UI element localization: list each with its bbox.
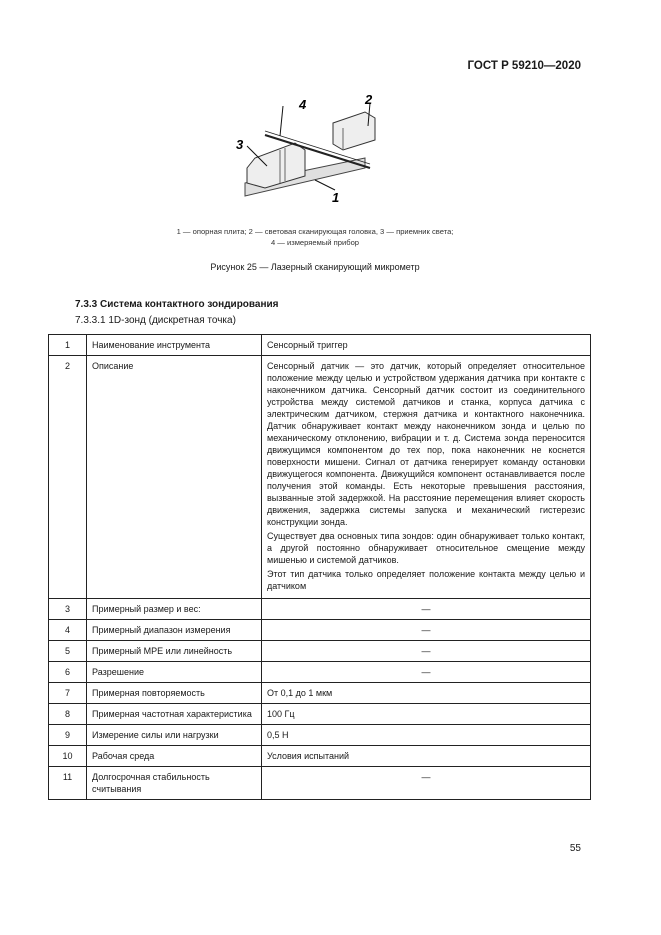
- table-row: [49, 599, 591, 620]
- row-number: 7: [49, 683, 87, 704]
- row-name: Примерный диапазон измерения: [87, 620, 262, 641]
- figure-label-4: 4: [299, 97, 307, 112]
- row-value: От 0,1 до 1 мкм: [262, 683, 591, 704]
- description-paragraph: Сенсорный датчик — это датчик, который определяет относительное положение между целью и устройством удержания датчика при контакте с наконечником датчика. Сенсорный датчик состоит из соединительного устройства между системой датчиков и станка, корпуса датчика с электрическим датчиком, стержня датчика и контактного наконечника. Датчик обнаруживает контакт между наконечником зонда и целью по механическому отклонению, вибрации и т. д. Система зонда переносится движущимся компонентом до тех пор, пока наконечник не коснется поверхности мишени. Сигнал от датчика генерирует команду остановки движущегося компонента. Движущийся компонент останавливается после получения этой команды. Есть некоторые превышения расстояния, вызванные этой задержкой. На расстояние перемещения влияет скорость движения, задержка системы запуска и механический гистерезис конструкции зонда.: [267, 361, 585, 527]
- table-row: [49, 662, 591, 683]
- section-heading: 7.3.3 Система контактного зондирования: [75, 299, 279, 310]
- row-name: Примерный MPE или линейность: [87, 641, 262, 662]
- table-row: [49, 620, 591, 641]
- table-row: [49, 725, 591, 746]
- subsection-heading: 7.3.3.1 1D-зонд (дискретная точка): [75, 315, 236, 326]
- row-name: Примерная частотная характеристика: [87, 704, 262, 725]
- row-name: Разрешение: [87, 662, 262, 683]
- figure-legend-line-2: 4 — измеряемый прибор: [270, 238, 360, 247]
- table-row: [49, 356, 591, 599]
- row-value: Условия испытаний: [262, 746, 591, 767]
- row-description: [262, 356, 591, 599]
- row-number: 10: [49, 746, 87, 767]
- row-number: 4: [49, 620, 87, 641]
- description-paragraph: Существует два основных типа зондов: один обнаруживает только контакт, а другой постоянно обнаруживает относительное смещение между мишенью и системой датчиков.: [267, 531, 585, 565]
- figure-legend-line-1: 1 — опорная плита; 2 — световая сканирующая головка, 3 — приемник света;: [176, 227, 454, 236]
- row-number: 3: [49, 599, 87, 620]
- instrument-spec-table: [48, 334, 591, 800]
- row-number: 2: [49, 356, 87, 599]
- description-paragraph: Этот тип датчика только определяет положение контакта между целью и датчиком: [267, 569, 585, 591]
- row-name: Примерный размер и вес:: [87, 599, 262, 620]
- table-row: [49, 683, 591, 704]
- table-row: [49, 746, 591, 767]
- standard-header: ГОСТ Р 59210—2020: [467, 60, 581, 72]
- row-value: 0,5 Н: [262, 725, 591, 746]
- row-number: 9: [49, 725, 87, 746]
- row-value: —: [262, 662, 591, 683]
- row-number: 1: [49, 335, 87, 356]
- row-value: —: [262, 767, 591, 800]
- table-row: [49, 704, 591, 725]
- row-name: Долгосрочная стабильность считывания: [87, 767, 262, 800]
- row-value: —: [262, 599, 591, 620]
- table-row: [49, 335, 591, 356]
- table-row: [49, 767, 591, 800]
- row-name: Измерение силы или нагрузки: [87, 725, 262, 746]
- row-number: 5: [49, 641, 87, 662]
- row-number: 6: [49, 662, 87, 683]
- row-value: —: [262, 620, 591, 641]
- page-number: 55: [569, 843, 581, 854]
- table-row: [49, 641, 591, 662]
- row-number: 8: [49, 704, 87, 725]
- row-name: Примерная повторяемость: [87, 683, 262, 704]
- row-value: Сенсорный триггер: [262, 335, 591, 356]
- row-name: Рабочая среда: [87, 746, 262, 767]
- row-number: 11: [49, 767, 87, 800]
- row-name: Наименование инструмента: [87, 335, 262, 356]
- figure-label-1: 1: [332, 190, 340, 205]
- row-value: 100 Гц: [262, 704, 591, 725]
- figure-label-3: 3: [236, 137, 244, 152]
- figure-label-2: 2: [365, 92, 373, 107]
- figure-caption: Рисунок 25 — Лазерный сканирующий микрометр: [210, 262, 420, 272]
- row-name: Описание: [87, 356, 262, 599]
- row-value: —: [262, 641, 591, 662]
- laser-micrometer-figure: [225, 88, 385, 218]
